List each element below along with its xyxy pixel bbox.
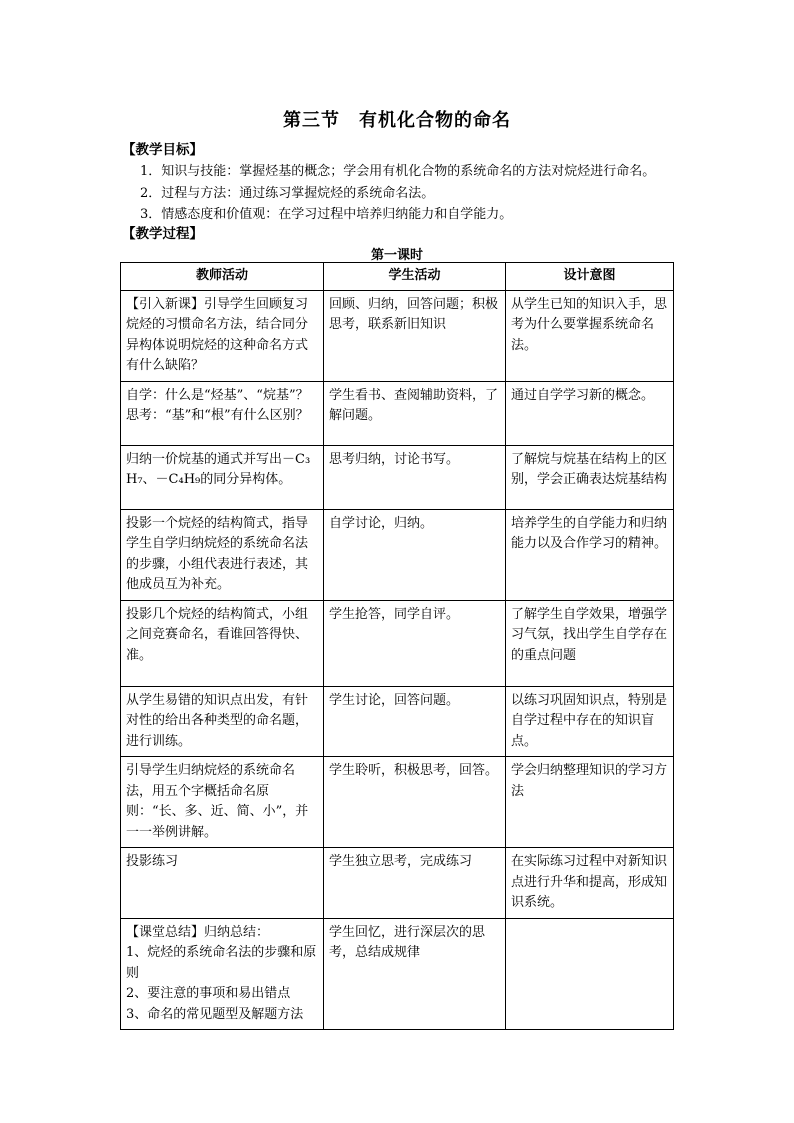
teacher-activity-cell xyxy=(121,686,324,757)
teacher-activity-text: 3、命名的常见题型及解题方法 xyxy=(126,1006,304,1022)
student-activity-cell: 思考归纳，讨论书写。 xyxy=(324,445,506,509)
design-intent-cell xyxy=(506,918,674,1030)
lesson-plan-table xyxy=(120,262,674,1030)
table-row xyxy=(121,918,674,1030)
student-activity-cell: 学生看书、查阅辅助资料，了解问题。 xyxy=(324,381,506,445)
teacher-activity-text: 【引入新课】引导学生回顾复习烷烃的习惯命名方法，结合同分异构体说明烷烃的这种命名方式有什么缺陷？ xyxy=(126,296,309,373)
student-activity-cell: 回顾、归纳，回答问题；积极思考，联系新旧知识 xyxy=(324,290,506,381)
header-design-intent: 设计意图 xyxy=(506,263,674,291)
student-activity-cell: 学生回忆，进行深层次的思考，总结成规律 xyxy=(324,918,506,1030)
process-heading: 【教学过程】 xyxy=(122,226,203,242)
table-row xyxy=(121,848,674,919)
objective-item-3: 3．情感态度和价值观：在学习过程中培养归纳能力和自学能力。 xyxy=(140,207,513,222)
teacher-activity-text: 1、烷烃的系统命名法的步骤和原则 xyxy=(126,945,317,981)
teacher-activity-cell xyxy=(121,600,324,686)
table-row xyxy=(121,757,674,848)
student-activity-cell: 学生独立思考，完成练习 xyxy=(324,848,506,919)
objective-item-1: 1．知识与技能：掌握烃基的概念；学会用有机化合物的系统命名的方法对烷烃进行命名。 xyxy=(140,164,656,179)
design-intent-cell: 培养学生的自学能力和归纳能力以及合作学习的精神。 xyxy=(506,509,674,600)
teacher-activity-cell xyxy=(121,381,324,445)
design-intent-cell: 以练习巩固知识点，特别是自学过程中存在的知识盲点。 xyxy=(506,686,674,757)
student-activity-cell: 学生聆听，积极思考，回答。 xyxy=(324,757,506,848)
teacher-activity-text: 引导学生归纳烷烃的系统命名法，用五个字概括命名原则：“长、多、近、简、小”，并一一举例讲解。 xyxy=(126,763,309,840)
teacher-activity-cell xyxy=(121,757,324,848)
teacher-activity-text: 2、要注意的事项和易出错点 xyxy=(126,986,291,1001)
table-body xyxy=(121,290,674,1030)
design-intent-cell: 了解烷与烷基在结构上的区别，学会正确表达烷基结构 xyxy=(506,445,674,509)
teacher-activity-text: 投影几个烷烃的结构简式，小组之间竞赛命名，看谁回答得快、准。 xyxy=(126,606,309,663)
header-student-activity: 学生活动 xyxy=(324,263,506,291)
teacher-activity-text: 投影一个烷烃的结构简式，指导学生自学归纳烷烃的系统命名法的步骤，小组代表进行表述，其他成员互为补充。 xyxy=(126,515,309,592)
teacher-activity-cell xyxy=(121,445,324,509)
student-activity-cell: 学生讨论，回答问题。 xyxy=(324,686,506,757)
teacher-activity-text: 【课堂总结】归纳总结： xyxy=(126,924,270,940)
objective-item-2: 2．过程与方法：通过练习掌握烷烃的系统命名法。 xyxy=(140,186,435,201)
design-intent-cell: 在实际练习过程中对新知识点进行升华和提高，形成知识系统。 xyxy=(506,848,674,919)
student-activity-cell: 学生抢答，同学自评。 xyxy=(324,600,506,686)
design-intent-cell: 学会归纳整理知识的学习方法 xyxy=(506,757,674,848)
student-activity-cell: 自学讨论，归纳。 xyxy=(324,509,506,600)
teacher-activity-cell xyxy=(121,918,324,1030)
teacher-activity-text: 从学生易错的知识点出发，有针对性的给出各种类型的命名题，进行训练。 xyxy=(126,692,309,749)
table-row xyxy=(121,381,674,445)
table-row xyxy=(121,509,674,600)
teacher-activity-cell xyxy=(121,509,324,600)
design-intent-cell: 通过自学学习新的概念。 xyxy=(506,381,674,445)
page-title: 第三节 有机化合物的命名 xyxy=(283,110,511,131)
lesson-label: 第一课时 xyxy=(370,248,423,263)
table-header-row xyxy=(121,263,674,291)
teacher-activity-text: 自学：什么是“烃基”、“烷基”？ xyxy=(126,387,309,403)
teacher-activity-cell xyxy=(121,290,324,381)
teacher-activity-text: 投影练习 xyxy=(126,854,179,869)
teacher-activity-text: 思考：“基”和“根”有什么区别？ xyxy=(126,408,309,423)
table-row xyxy=(121,290,674,381)
design-intent-cell: 从学生已知的知识入手，思考为什么要掌握系统命名法。 xyxy=(506,290,674,381)
table-row xyxy=(121,600,674,686)
teacher-activity-text: 归纳一价烷基的通式并写出－C₃H₇、－C₄H₉的同分异构体。 xyxy=(126,451,311,487)
table-row xyxy=(121,445,674,509)
table-row xyxy=(121,686,674,757)
header-teacher-activity: 教师活动 xyxy=(121,263,324,291)
objectives-heading: 【教学目标】 xyxy=(122,142,203,158)
design-intent-cell: 了解学生自学效果，增强学习气氛，找出学生自学存在的重点问题 xyxy=(506,600,674,686)
teacher-activity-cell xyxy=(121,848,324,919)
